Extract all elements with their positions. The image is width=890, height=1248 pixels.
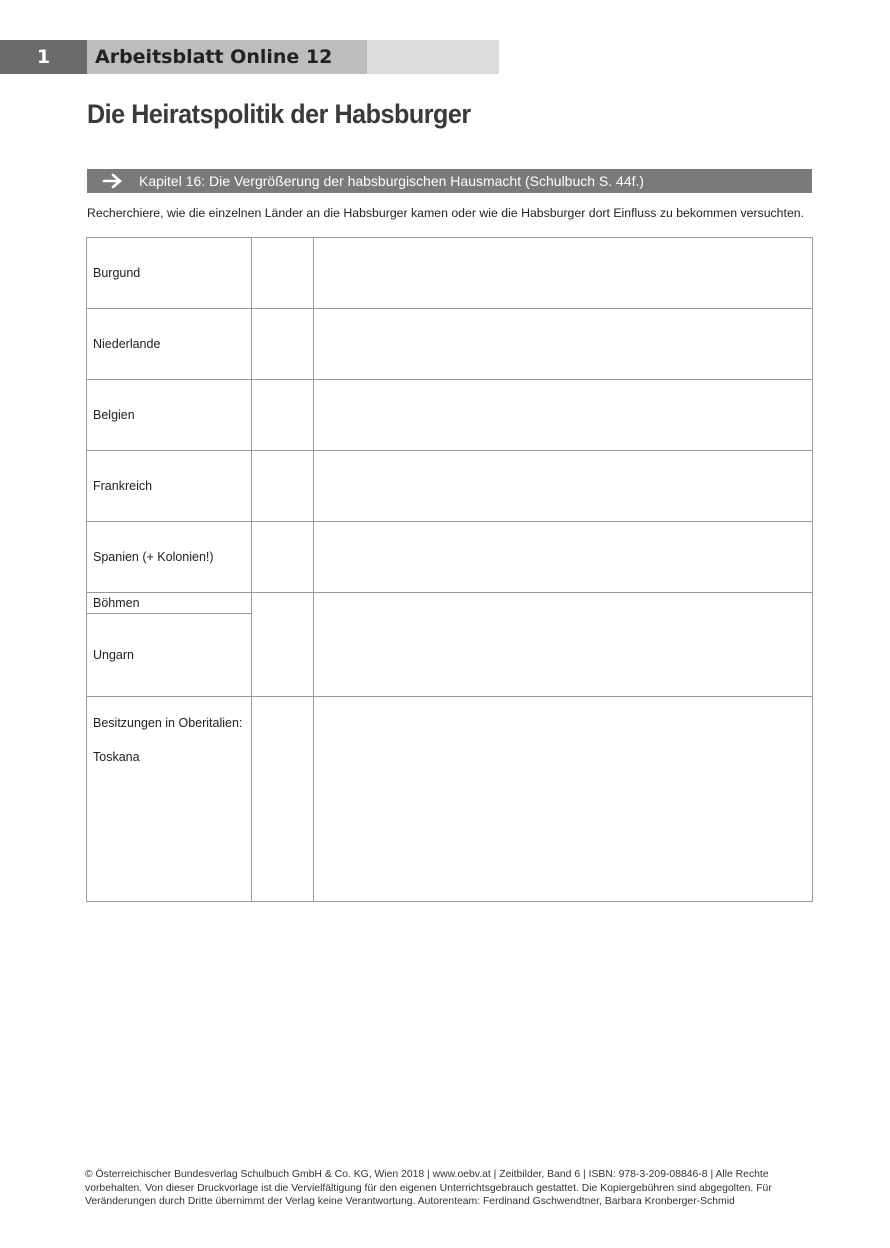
country-label: Ungarn (93, 648, 134, 662)
chapter-bar (87, 169, 812, 193)
worksheet-header (0, 40, 499, 74)
country-cell (87, 614, 252, 697)
year-answer-cell[interactable] (252, 697, 314, 902)
table-row (87, 309, 813, 380)
country-cell (87, 309, 252, 380)
answer-cell[interactable] (314, 309, 813, 380)
chapter-label: Kapitel 16: Die Vergrößerung der habsburgischen Hausmacht (Schulbuch S. 44f.) (139, 173, 645, 189)
country-cell (87, 522, 252, 593)
italy-heading: Besitzungen in Oberitalien: (93, 716, 243, 730)
answer-cell[interactable] (314, 238, 813, 309)
answer-cell[interactable] (314, 380, 813, 451)
table-row (87, 238, 813, 309)
year-answer-cell[interactable] (252, 238, 314, 309)
table-row (87, 380, 813, 451)
table-row (87, 451, 813, 522)
country-label: Spanien (+ Kolonien!) (93, 550, 214, 564)
country-cell (87, 697, 252, 902)
answer-cell[interactable] (314, 697, 813, 902)
country-cell (87, 451, 252, 522)
arrow-right-icon (87, 173, 139, 189)
research-table (86, 237, 813, 902)
year-answer-cell[interactable] (252, 451, 314, 522)
worksheet-title: Arbeitsblatt Online 12 (87, 40, 367, 74)
instruction-text: Recherchiere, wie die einzelnen Länder an die Habsburger kamen oder wie die Habsburger dort Einfluss zu bekommen versuchten. (87, 206, 805, 220)
copyright-footer: © Österreichischer Bundesverlag Schulbuch GmbH & Co. KG, Wien 2018 | www.oebv.at | Zeitbilder, Band 6 | ISBN: 978-3-209-08846-8 | Alle Rechte vorbehalten. Von dieser Druckvorlage ist die Vervielfältigung für den eigenen Unterrichtsgebrauch gestattet. Die Kopiergebühren sind abgegolten. Für Veränderungen durch Dritte übernimmt der Verlag keine Verantwortung. Autorenteam: Ferdinand Gschwendtner, Barbara Kronberger-Schmid (85, 1169, 772, 1207)
country-label: Frankreich (93, 479, 153, 493)
year-answer-cell[interactable] (252, 522, 314, 593)
answer-cell[interactable] (314, 451, 813, 522)
country-label: Böhmen (93, 596, 140, 610)
table-row (87, 697, 813, 902)
header-band (367, 40, 499, 74)
table-row (87, 593, 813, 614)
year-answer-cell[interactable] (252, 309, 314, 380)
country-cell (87, 593, 252, 614)
country-label: Toskana (93, 750, 140, 764)
year-answer-cell[interactable] (252, 593, 314, 697)
answer-cell[interactable] (314, 593, 813, 697)
country-label: Belgien (93, 408, 135, 422)
country-label: Niederlande (93, 337, 161, 351)
year-answer-cell[interactable] (252, 380, 314, 451)
page-number: 1 (0, 40, 87, 74)
table-row (87, 522, 813, 593)
country-label: Burgund (93, 266, 141, 280)
answer-cell[interactable] (314, 522, 813, 593)
page-title: Die Heiratspolitik der Habsburger (87, 99, 471, 129)
country-cell (87, 380, 252, 451)
country-cell (87, 238, 252, 309)
